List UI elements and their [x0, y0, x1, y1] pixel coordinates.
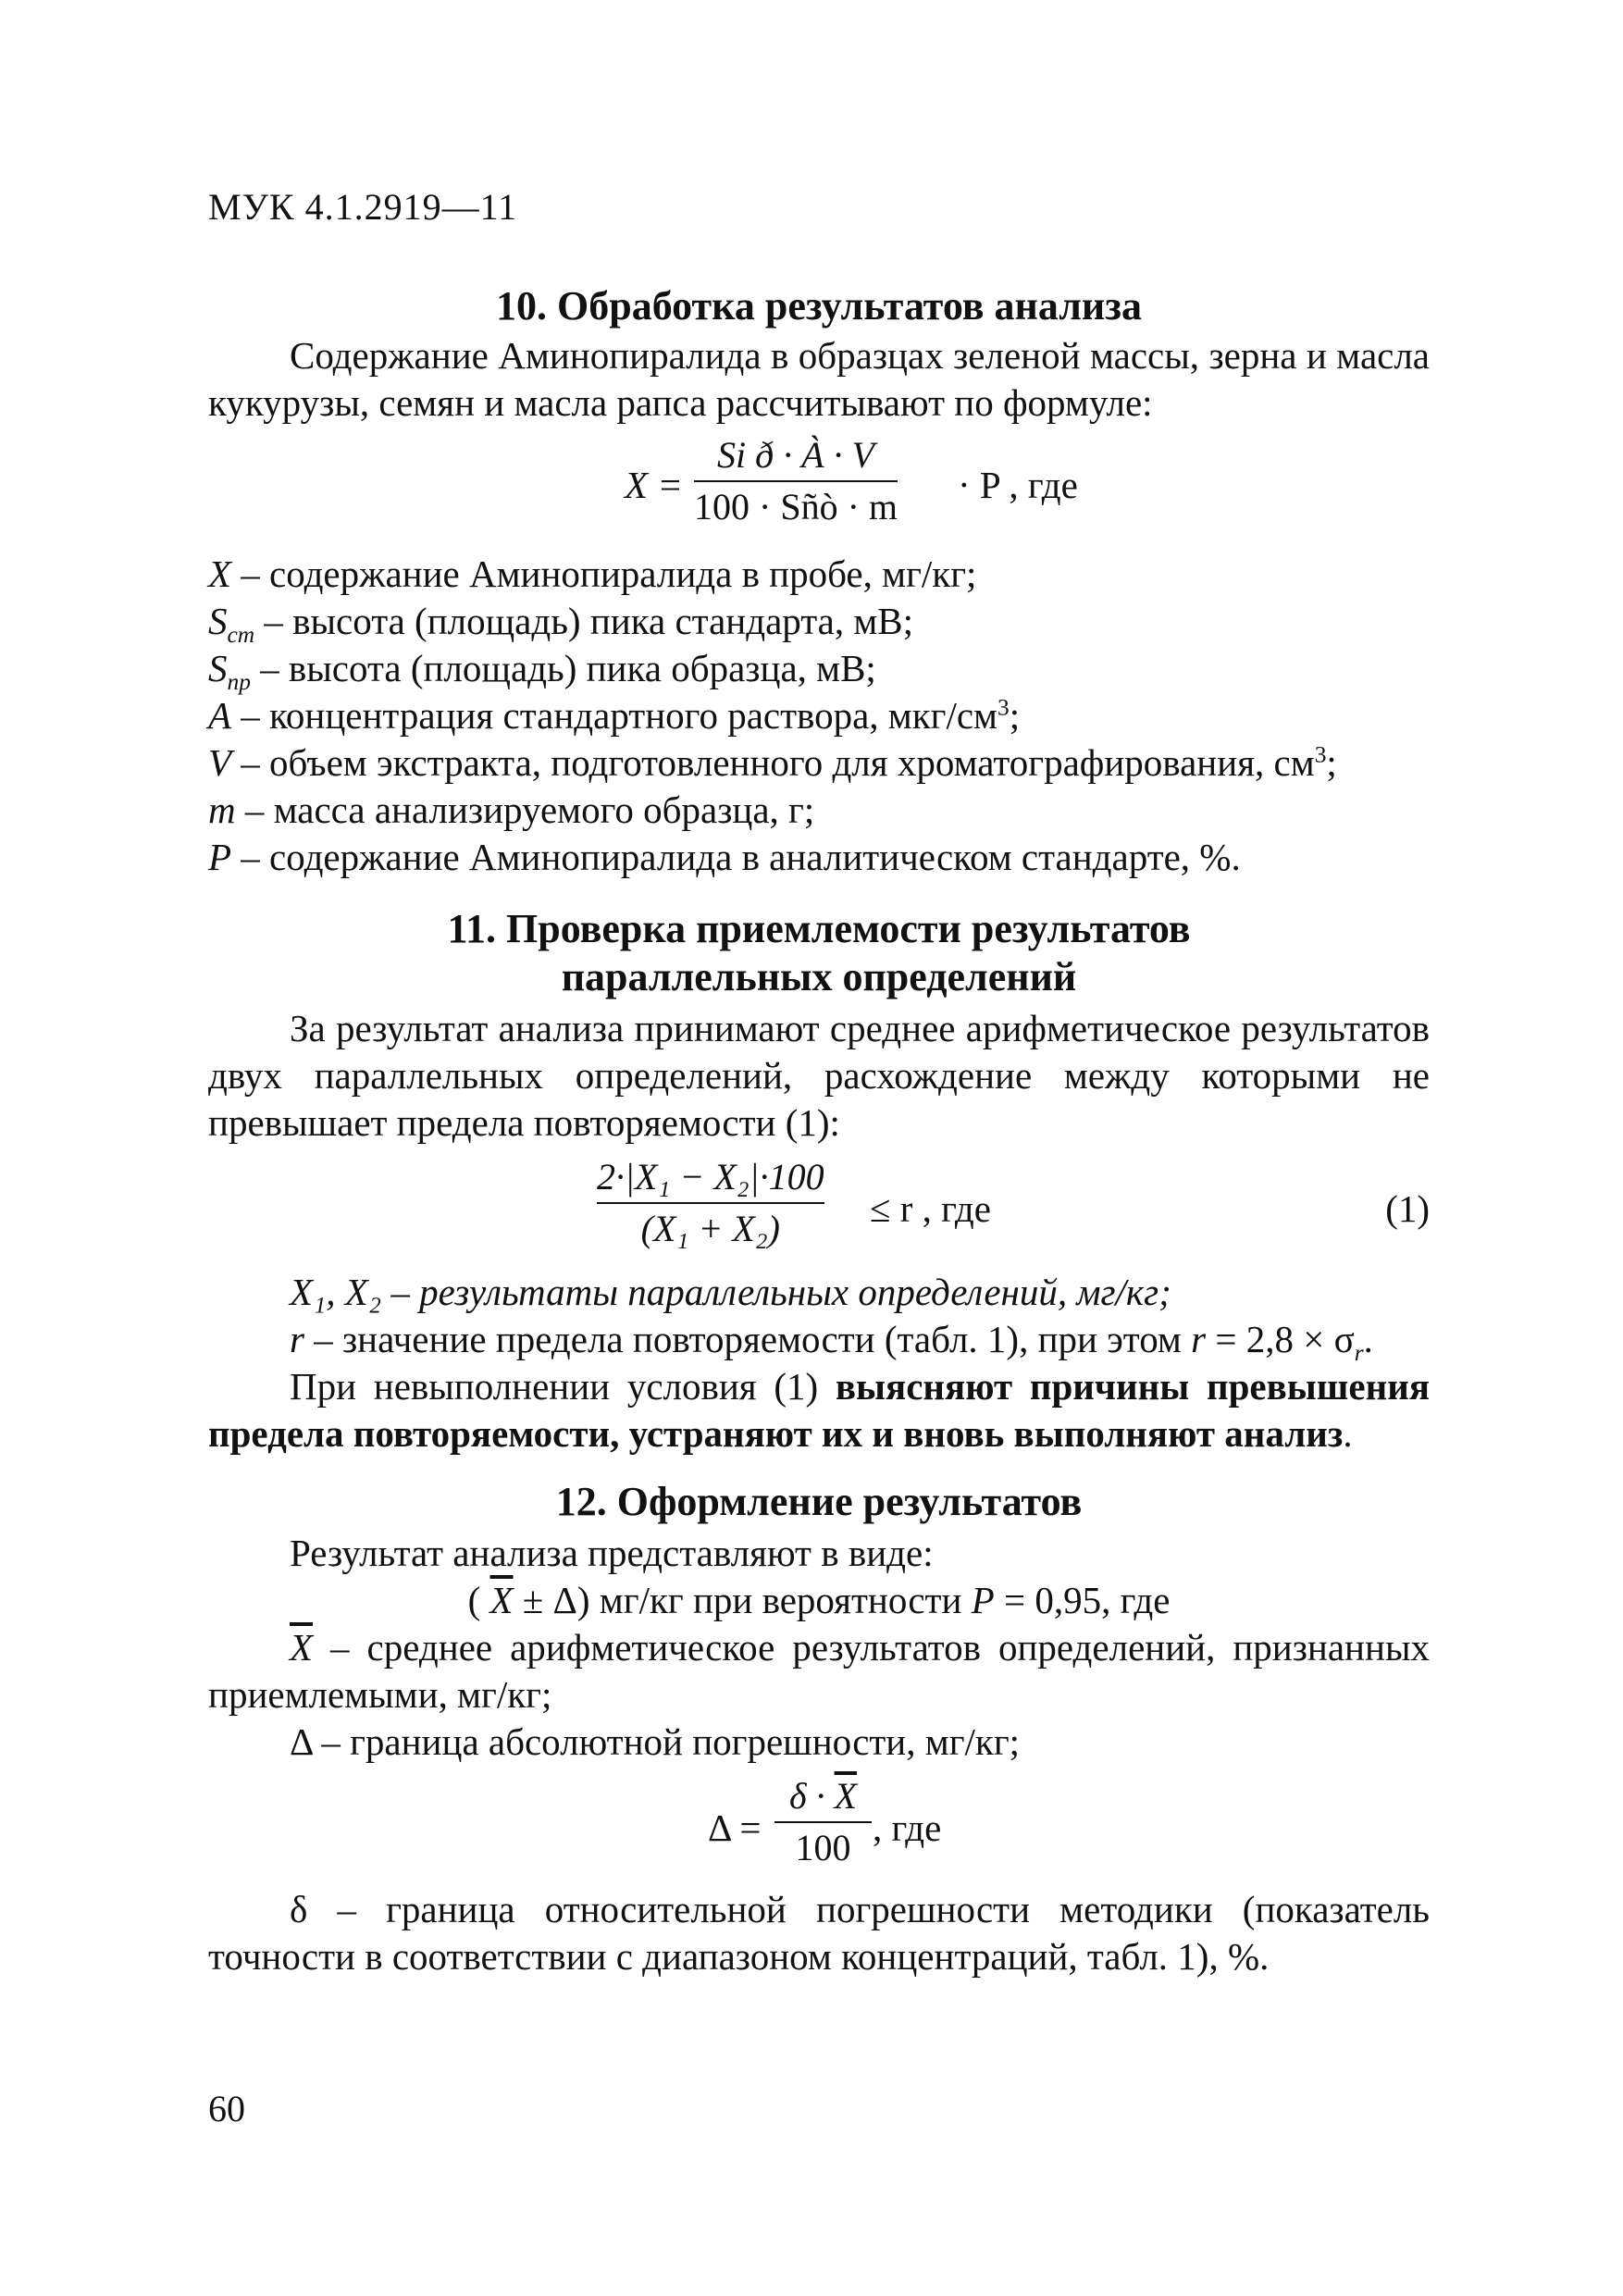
section-12-xbar-def: $\overline{X}$ – среднее арифметическое результатов определений, признанных приемлемыми, мг/кг;: [208, 1626, 1430, 1716]
formula-repeatability: [208, 1147, 1430, 1269]
formula-x-fraction: [694, 434, 898, 528]
section-10-title: 10. Обработка результатов анализа: [496, 283, 1142, 329]
running-header: МУК 4.1.2919—11: [208, 186, 518, 228]
var-v: V – объем экстракта, подготовленного для хроматографирования, $см^3$;: [208, 741, 1337, 784]
content: [208, 282, 1430, 1980]
formula-delta-denominator: 100: [795, 1827, 851, 1868]
section-12-title: 12. Оформление результатов: [555, 1479, 1083, 1524]
formula-r-fraction: [597, 1156, 824, 1250]
section-11-title-line2: параллельных определений: [561, 954, 1077, 999]
section-12-delta-def: δ – граница относительной погрешности методики (показатель точности в соответствии с диапазоном концентраций, табл. 1), %.: [208, 1888, 1430, 1978]
formula-delta-lhs: Δ =: [708, 1806, 762, 1849]
formula-r-tail: ≤ r , где: [870, 1187, 991, 1230]
formula-delta-tail: , где: [873, 1806, 942, 1849]
section-10-intro: Содержание Аминопиралида в образцах зеленой массы, зерна и масла кукурузы, семян и масла рапса рассчитывают по формуле:: [208, 334, 1430, 424]
section-12-intro: Результат анализа представляют в виде:: [290, 1532, 934, 1574]
formula-delta: [208, 1766, 1430, 1886]
variables-list: [208, 551, 1430, 881]
equation-number: (1): [1385, 1187, 1430, 1230]
var-m: m – масса анализируемого образца, г;: [208, 788, 815, 831]
formula-delta-fraction: [774, 1775, 872, 1869]
var-p: P – содержание Аминопиралида в аналитическом стандарте, %.: [208, 836, 1241, 878]
formula-x: [208, 427, 1430, 545]
section-11-r-def: r – значение предела повторяемости (табл. 1), при этом $r = 2,8 \times \sigma_r$.: [290, 1318, 1373, 1367]
section-11-title-line1: 11. Проверка приемлемости результатов: [447, 906, 1191, 951]
var-x: X – содержание Аминопиралида в пробе, мг/кг;: [208, 552, 977, 595]
section-11-condition: При невыполнении условия (1) выясняют причины превышения предела повторяемости, устраняют их и вновь выполняют анализ.: [208, 1365, 1430, 1455]
formula-x-numerator: Sі ð · À · V: [717, 434, 874, 476]
formula-r-denominator: (X₁ + X₂): [640, 1208, 780, 1249]
var-sst: $S_{ст}$ – высота (площадь) пика стандарта, мВ;: [208, 600, 914, 649]
formula-x-denominator: 100 · Sñò · m: [694, 486, 898, 527]
section-12-delta-line: Δ – граница абсолютной погрешности, мг/кг;: [290, 1720, 1021, 1763]
section-12-form: ( $\overline{X} \pm \Delta$) мг/кг при вероятности P = 0,95, где: [467, 1579, 1171, 1621]
var-a: A – концентрация стандартного раствора, мкг/$см^3$;: [208, 694, 1021, 737]
formula-r-numerator: 2·|X₁ − X₂|·100: [597, 1156, 824, 1198]
page-number: 60: [208, 2088, 245, 2129]
formula-x-lhs: X =: [625, 464, 683, 506]
formula-delta-numerator: $\delta \cdot \overline{X}$: [788, 1775, 858, 1817]
formula-x-tail: · P , где: [958, 464, 1078, 506]
section-11-intro: За результат анализа принимают среднее арифметическое результатов двух параллельных определений, расхождение между которыми не превышает предела повторяемости (1):: [208, 1007, 1430, 1144]
section-11-xvars: X₁, X₂ – результаты параллельных определений, мг/кг;: [290, 1271, 1171, 1313]
var-spr: $S_{пр}$ – высота (площадь) пика образца, мВ;: [208, 647, 876, 696]
